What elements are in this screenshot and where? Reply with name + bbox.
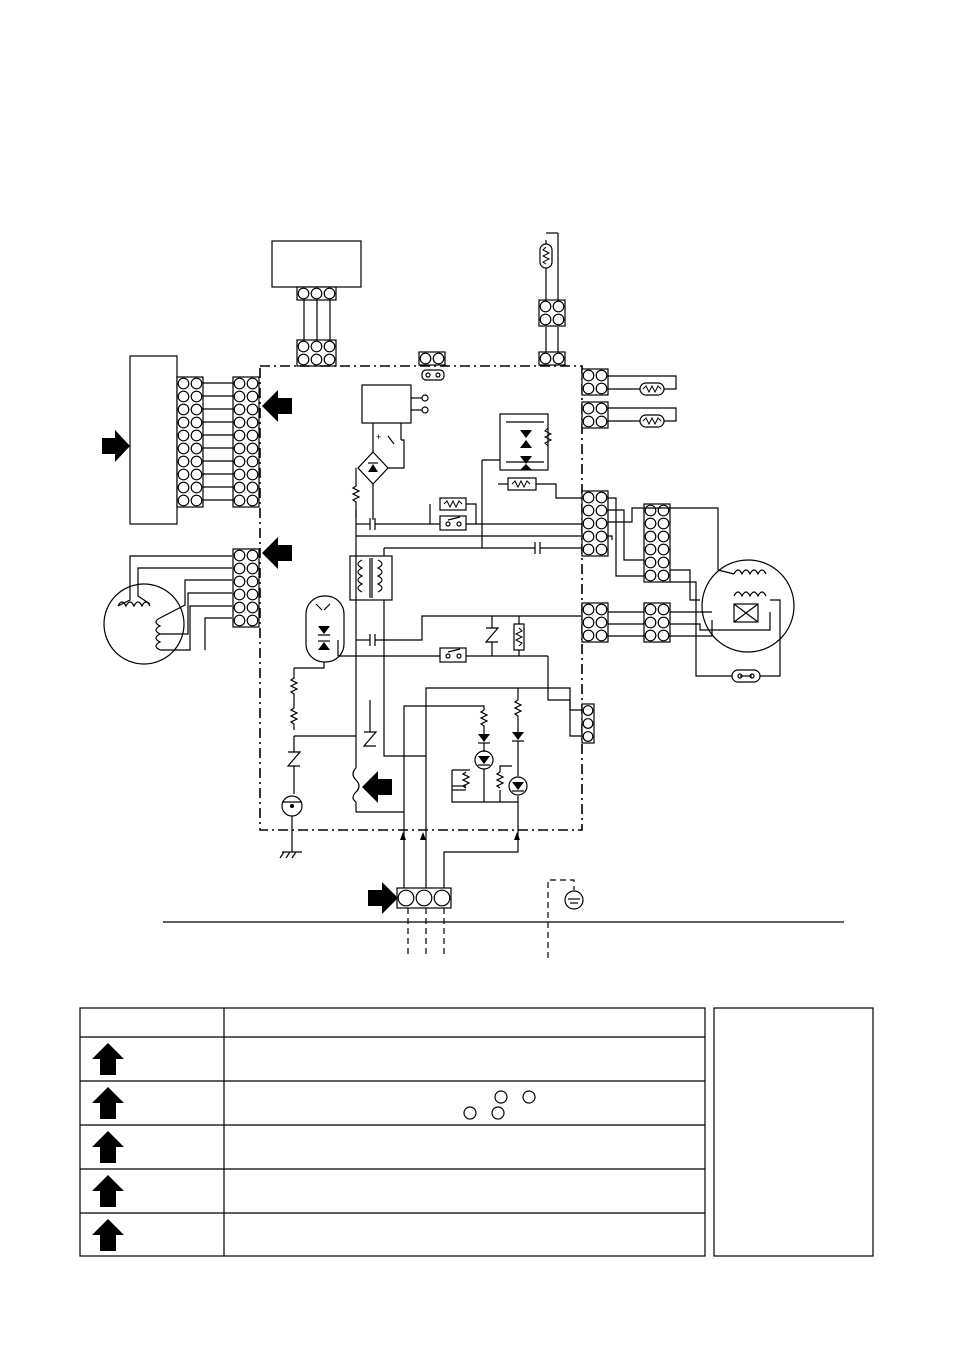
thermistor-right-1 bbox=[608, 376, 676, 395]
connector-panel-left bbox=[177, 377, 203, 507]
thermistor-top bbox=[540, 233, 558, 300]
display-unit bbox=[272, 241, 361, 287]
up-arrow-icon bbox=[92, 1219, 124, 1251]
varistor bbox=[486, 616, 524, 656]
capacitor bbox=[356, 518, 430, 530]
arrow-left-icon bbox=[262, 537, 292, 569]
connector-display-lower bbox=[297, 340, 336, 366]
svg-text:+: + bbox=[376, 432, 382, 442]
bridge-rectifier bbox=[358, 436, 404, 520]
connector-motor-left bbox=[233, 549, 259, 627]
up-arrow-icon bbox=[92, 1175, 124, 1207]
pcb-boundary bbox=[260, 366, 582, 830]
connector-right-4 bbox=[582, 603, 608, 642]
connector-pin-markers bbox=[464, 1091, 535, 1119]
thermal-fuse bbox=[732, 670, 760, 682]
connector-motor-right bbox=[644, 603, 670, 642]
optocoupler bbox=[294, 596, 344, 668]
power-module bbox=[362, 385, 428, 442]
connector-right-3 bbox=[582, 491, 608, 556]
connector-fuse-top bbox=[419, 352, 445, 365]
legend-table bbox=[80, 1008, 705, 1256]
arrow-right-icon bbox=[102, 430, 130, 462]
panel-wires bbox=[203, 383, 233, 500]
up-arrow-icon bbox=[92, 1087, 124, 1119]
connector-thermistor-upper bbox=[539, 300, 565, 326]
connector-right-2 bbox=[582, 402, 608, 428]
relay-2 bbox=[338, 616, 582, 710]
power-terminal bbox=[397, 888, 451, 908]
connector-right-5 bbox=[582, 704, 594, 743]
connector-thermistor-lower bbox=[539, 352, 565, 365]
up-arrow-icon bbox=[92, 1131, 124, 1163]
arrow-right-icon bbox=[368, 882, 398, 914]
connector-relay-block bbox=[644, 504, 670, 582]
neon-lamp bbox=[282, 796, 302, 816]
supply-wires bbox=[408, 908, 444, 958]
arrow-left-icon bbox=[262, 390, 292, 422]
connector-display-upper bbox=[297, 287, 336, 300]
legend-side-box bbox=[714, 1008, 873, 1256]
triac-block bbox=[482, 414, 582, 548]
relay-1 bbox=[430, 498, 582, 530]
display-wires bbox=[304, 300, 330, 340]
up-arrow-icon bbox=[92, 1043, 124, 1075]
driver-section bbox=[452, 688, 582, 840]
earth-terminal bbox=[548, 880, 583, 958]
connector-panel-right bbox=[233, 377, 259, 507]
fan-motor-left bbox=[104, 584, 184, 664]
control-panel bbox=[130, 356, 177, 524]
right-wires bbox=[608, 498, 780, 676]
thermistor-right-2 bbox=[608, 408, 676, 427]
ground-icon bbox=[280, 852, 302, 858]
connector-right-1 bbox=[582, 369, 608, 395]
arrow-left-icon bbox=[362, 771, 392, 803]
motor-wires bbox=[118, 556, 232, 650]
